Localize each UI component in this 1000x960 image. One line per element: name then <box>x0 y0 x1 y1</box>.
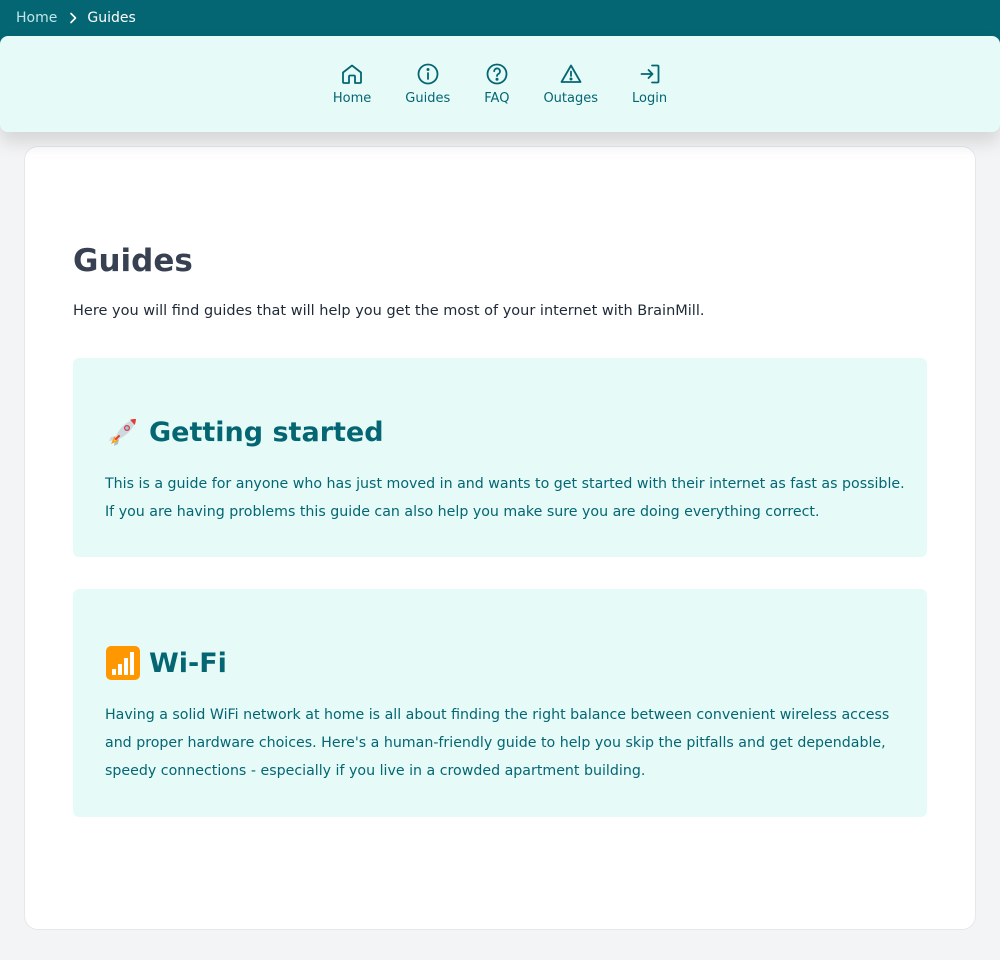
guide-description: This is a guide for anyone who has just moved in and wants to get started with their internet as fast as possible. If you are having problems this guide can also help you make sure you are doing everything correct. <box>105 476 905 520</box>
nav-label-faq: FAQ <box>484 91 510 106</box>
guide-description: Having a solid WiFi network at home is all about finding the right balance between convenient wireless access and proper hardware choices. Here's a human-friendly guide to help you skip the pitfalls and get dependable, speedy connections - especially if you live in a crowded apartment building. <box>105 707 890 779</box>
nav-item-outages[interactable] <box>531 36 610 106</box>
signal-bars-icon <box>105 645 141 681</box>
guide-card-getting-started[interactable] <box>73 358 927 557</box>
main-navigation <box>0 36 1000 132</box>
guide-title-getting-started <box>105 414 384 450</box>
nav-label-login: Login <box>632 91 668 106</box>
nav-label-guides: Guides <box>405 91 451 106</box>
info-icon <box>416 62 440 86</box>
home-icon <box>340 62 364 86</box>
page-intro: Here you will find guides that will help you get the most of your internet with BrainMill. <box>73 303 705 319</box>
content-card <box>24 146 976 930</box>
guide-title-wifi <box>105 645 227 681</box>
rocket-icon <box>105 414 141 450</box>
warning-icon <box>559 62 583 86</box>
guide-title-text: Getting started <box>149 416 384 448</box>
breadcrumb-home-link[interactable]: Home <box>16 10 58 26</box>
guide-card-wifi[interactable] <box>73 589 927 817</box>
page-title: Guides <box>73 243 193 279</box>
nav-item-guides[interactable] <box>393 36 462 106</box>
nav-item-login[interactable] <box>620 36 679 106</box>
question-icon <box>485 62 509 86</box>
nav-item-faq[interactable] <box>472 36 521 106</box>
nav-label-outages: Outages <box>543 91 598 106</box>
guide-title-text: Wi-Fi <box>149 647 227 679</box>
nav-label-home: Home <box>332 91 372 106</box>
chevron-right-icon <box>69 12 77 24</box>
login-icon <box>638 62 662 86</box>
nav-item-home[interactable] <box>321 36 383 106</box>
breadcrumb <box>16 0 136 36</box>
breadcrumb-current: Guides <box>87 10 136 26</box>
